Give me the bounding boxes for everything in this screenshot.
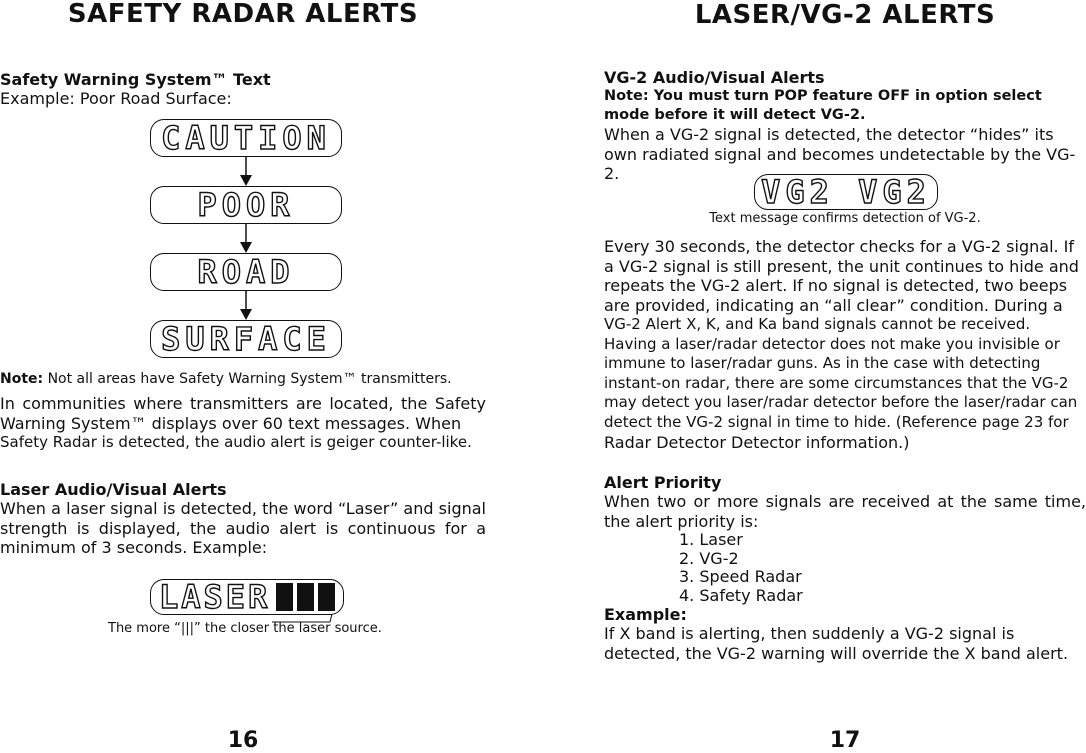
communities-text: In communities where transmitters are located, the Safety Warning System™ displays over 60 text messages. When <box>0 394 486 433</box>
priority-list <box>604 531 1086 605</box>
sws-example: Example: Poor Road Surface: <box>0 89 232 108</box>
laser-text: When a laser signal is detected, the word “Laser” and signal strength is displayed, the audio alert is continuous for a minimum of 3 seconds. Example: <box>0 499 486 557</box>
sws-heading: Safety Warning System™ Text <box>0 70 271 89</box>
priority-section <box>604 473 1086 663</box>
vg2-text: When a VG-2 signal is detected, the detector “hides” its own radiated signal and becomes undetectable by the VG-2. <box>604 125 1076 183</box>
vg2-section <box>604 68 1086 184</box>
left-page-number: 16 <box>227 728 259 753</box>
right-page-title: LASER/VG-2 ALERTS <box>694 0 996 30</box>
lcd-road-text: ROAD <box>197 253 295 291</box>
every30-small: VG-2 Alert X, K, and Ka band signals cannot be received. Having a laser/radar detector does not make you invisible or immune to laser/radar guns. As in the case with detecting instant-on radar, there are some circumstances that the VG-2 may detect you laser/radar detector before the laser/radar can detect the VG-2 signal in time to hide. (Reference page 23 for <box>604 315 1078 431</box>
right-page <box>604 0 1086 753</box>
signal-bar <box>318 583 335 611</box>
example-text: If X band is alerting, then suddenly a VG-2 signal is detected, the VG-2 warning will override the X band alert. <box>604 624 1069 663</box>
communities-text-2: Safety Radar is detected, the audio alert is geiger counter-like. <box>0 433 472 451</box>
left-page-title: SAFETY RADAR ALERTS <box>67 0 419 29</box>
lcd-vg2 <box>754 174 938 210</box>
lcd-vg2-text: VG2 VG2 <box>761 173 931 211</box>
every30-end: Radar Detector Detector information.) <box>604 432 910 452</box>
arrow-down-icon <box>238 157 254 187</box>
vg2-caption: Text message confirms detection of VG-2. <box>709 211 981 226</box>
lcd-poor <box>150 186 342 224</box>
priority-text: When two or more signals are received at the same time, the alert priority is: <box>604 492 1086 531</box>
note-label: Note: <box>0 371 44 387</box>
lcd-road <box>150 253 342 291</box>
example-heading: Example: <box>604 605 687 624</box>
list-item: 3. Speed Radar <box>679 567 802 586</box>
laser-section <box>0 480 486 558</box>
sws-section <box>0 70 486 109</box>
lcd-caution <box>150 119 342 157</box>
communities-paragraph <box>0 394 486 453</box>
sws-note <box>0 370 486 389</box>
lcd-caution-text: CAUTION <box>161 119 331 157</box>
list-item: 4. Safety Radar <box>679 585 803 605</box>
lcd-surface <box>150 320 342 358</box>
laser-heading: Laser Audio/Visual Alerts <box>0 480 227 499</box>
arrow-down-icon <box>238 224 254 254</box>
left-page <box>0 0 486 753</box>
every30-paragraph <box>604 237 1086 452</box>
lcd-laser-text: LASER <box>159 578 271 616</box>
right-page-number: 17 <box>829 728 861 753</box>
list-item: 2. VG-2 <box>679 548 739 568</box>
arrow-down-icon <box>238 291 254 321</box>
signal-bar <box>297 583 314 611</box>
every30-text: Every 30 seconds, the detector checks for a VG-2 signal. If a VG-2 signal is still present, the unit continues to hide and repeats the VG-2 alert. If no signal is detected, two beeps are provided, indicating an “all clear” condition. During a <box>604 237 1079 315</box>
vg2-note: Note: You must turn POP feature OFF in option select mode before it will detect VG-2. <box>604 88 1042 123</box>
note-text: Not all areas have Safety Warning System™ transmitters. <box>43 371 452 387</box>
lcd-poor-text: POOR <box>197 186 295 224</box>
lcd-laser <box>150 579 344 615</box>
priority-heading: Alert Priority <box>604 473 722 492</box>
signal-strength-bars-icon <box>276 583 335 611</box>
signal-bar <box>276 583 293 611</box>
list-item: 1. Laser <box>679 530 743 549</box>
vg2-heading: VG-2 Audio/Visual Alerts <box>604 68 825 87</box>
laser-caption: The more “|||” the closer the laser source. <box>108 621 382 636</box>
lcd-surface-text: SURFACE <box>161 320 331 358</box>
